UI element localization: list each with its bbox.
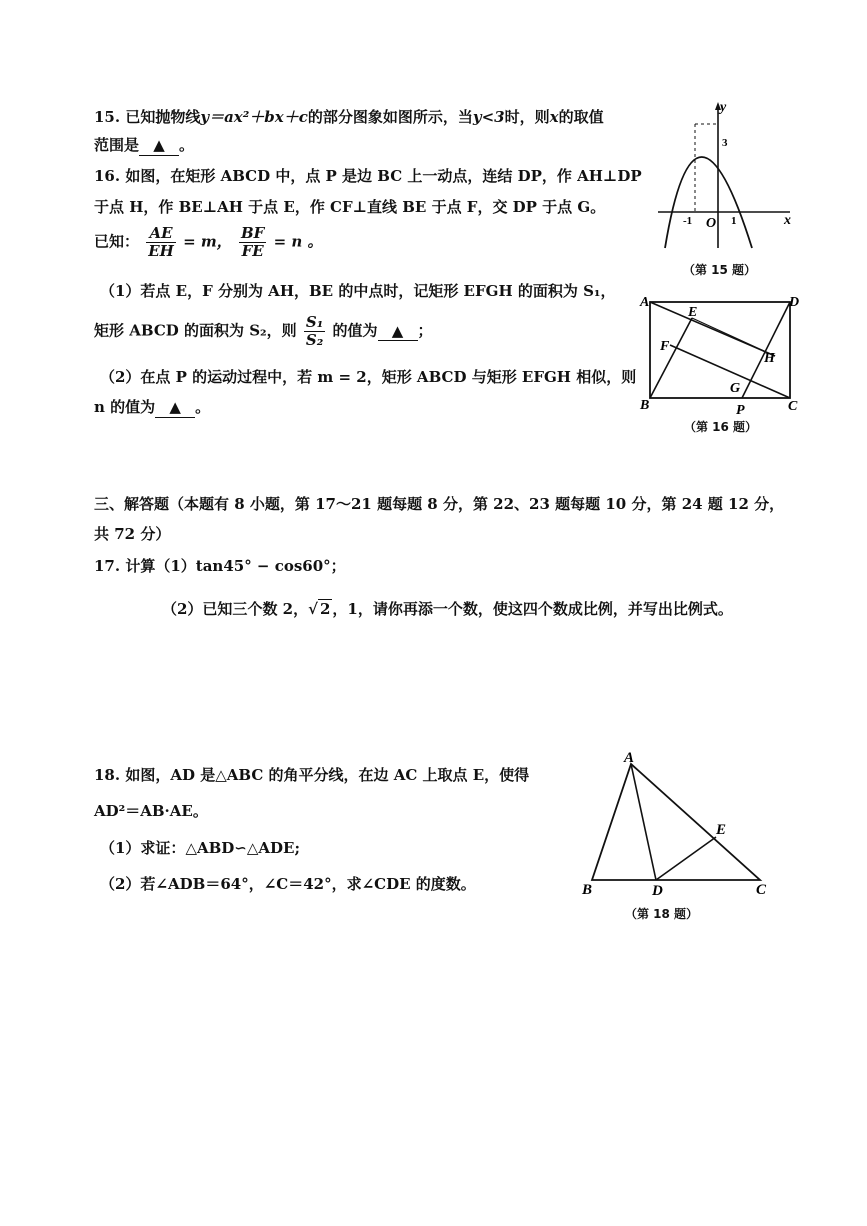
q16-part1-line2: 矩形 ABCD 的面积为 S₂，则 $\frac{\text{S₁}}{\text{S₂}}$ 的值为 ▲ ； bbox=[94, 313, 433, 349]
q15-answer-blank: ▲ bbox=[139, 135, 179, 156]
q18-line1: 18. 如图，AD 是△ABC 的角平分线，在边 AC 上取点 E，使得 bbox=[94, 766, 530, 784]
q16-label-B: B bbox=[640, 398, 650, 413]
q16-label-D: D bbox=[789, 295, 800, 310]
q17-part2: （2）已知三个数 2，√ 2 ，1，请你再添一个数，使这四个数成比例，并写出比例式。 bbox=[162, 600, 733, 618]
q16-fraction-s1-s2: $\frac{\text{S₁}}{\text{S₂}}$ bbox=[305, 313, 324, 349]
q16-part1-line1: （1）若点 E，F 分别为 AH，BE 的中点时，记矩形 EFGH 的面积为 S₁， bbox=[100, 282, 616, 300]
q16-label-H: H bbox=[764, 351, 775, 366]
q16-label-C: C bbox=[788, 399, 798, 414]
q15-label-neg1: -1 bbox=[683, 215, 693, 227]
q15-line2: 范围是 ▲ 。 bbox=[94, 136, 195, 154]
q18-triangle-figure bbox=[576, 750, 776, 900]
q15-label-3: 3 bbox=[722, 137, 728, 149]
q18-label-A: A bbox=[624, 750, 635, 766]
q15-y-axis-label: y bbox=[720, 100, 727, 115]
section3-heading-line1: 三、解答题（本题有 8 小题，第 17～21 题每题 8 分，第 22、23 题每题 10 分，第 24 题 12 分， bbox=[94, 495, 785, 513]
q16-caption: （第 16 题） bbox=[684, 420, 758, 434]
q16-part2-answer-blank: ▲ bbox=[155, 397, 195, 418]
q18-label-C: C bbox=[756, 882, 767, 898]
q18-label-E: E bbox=[716, 822, 727, 838]
q16-fraction-bf-fe: $\frac{BF}{FE}$ bbox=[241, 224, 265, 260]
q15-label-1: 1 bbox=[731, 215, 737, 227]
q16-label-E: E bbox=[688, 305, 698, 320]
q16-rectangle-figure bbox=[632, 288, 812, 418]
q18-part1: （1）求证：△ABD∽△ADE; bbox=[100, 839, 301, 857]
q16-fraction-ae-eh: $\frac{AE}{EH}$ bbox=[148, 224, 174, 260]
q18-caption: （第 18 题） bbox=[625, 907, 699, 921]
q17-part1: 17. 计算（1）tan45° − cos60°； bbox=[94, 557, 346, 575]
q15-x-axis-label: x bbox=[784, 213, 791, 228]
q16-line1: 16. 如图，在矩形 ABCD 中，点 P 是边 BC 上一动点，连结 DP，作 AH⊥DP bbox=[94, 167, 642, 185]
q16-part1-answer-blank: ▲ bbox=[378, 322, 418, 341]
q16-given: 已知： $\frac{AE}{EH}$ = m， $\frac{BF}{FE}$ = n 。 bbox=[94, 224, 323, 260]
q16-label-F: F bbox=[660, 339, 670, 354]
q18-label-D: D bbox=[652, 883, 663, 899]
q16-part2-line2: n 的值为 ▲ 。 bbox=[94, 398, 211, 416]
q16-part2-line1: （2）在点 P 的运动过程中，若 m = 2，矩形 ABCD 与矩形 EFGH 相似，则 bbox=[100, 368, 637, 386]
section3-heading-line2: 共 72 分） bbox=[94, 525, 171, 543]
q16-label-A: A bbox=[640, 295, 650, 310]
q15-caption: （第 15 题） bbox=[683, 263, 757, 277]
q15-label-origin: O bbox=[706, 216, 717, 231]
q16-label-P: P bbox=[736, 403, 745, 418]
q16-line2: 于点 H，作 BE⊥AH 于点 E，作 CF⊥直线 BE 于点 F，交 DP 于点 G。 bbox=[94, 198, 606, 216]
q18-line2: AD²＝AB·AE。 bbox=[94, 802, 208, 820]
q16-label-G: G bbox=[730, 381, 741, 396]
q15-parabola-figure bbox=[650, 98, 800, 258]
q18-label-B: B bbox=[582, 882, 593, 898]
q18-part2: （2）若∠ADB＝64°，∠C＝42°，求∠CDE 的度数。 bbox=[100, 875, 476, 893]
q15-line1: 15. 已知抛物线y＝ax²＋bx＋c的部分图象如图所示，当y<3时，则x的取值 bbox=[94, 108, 604, 126]
